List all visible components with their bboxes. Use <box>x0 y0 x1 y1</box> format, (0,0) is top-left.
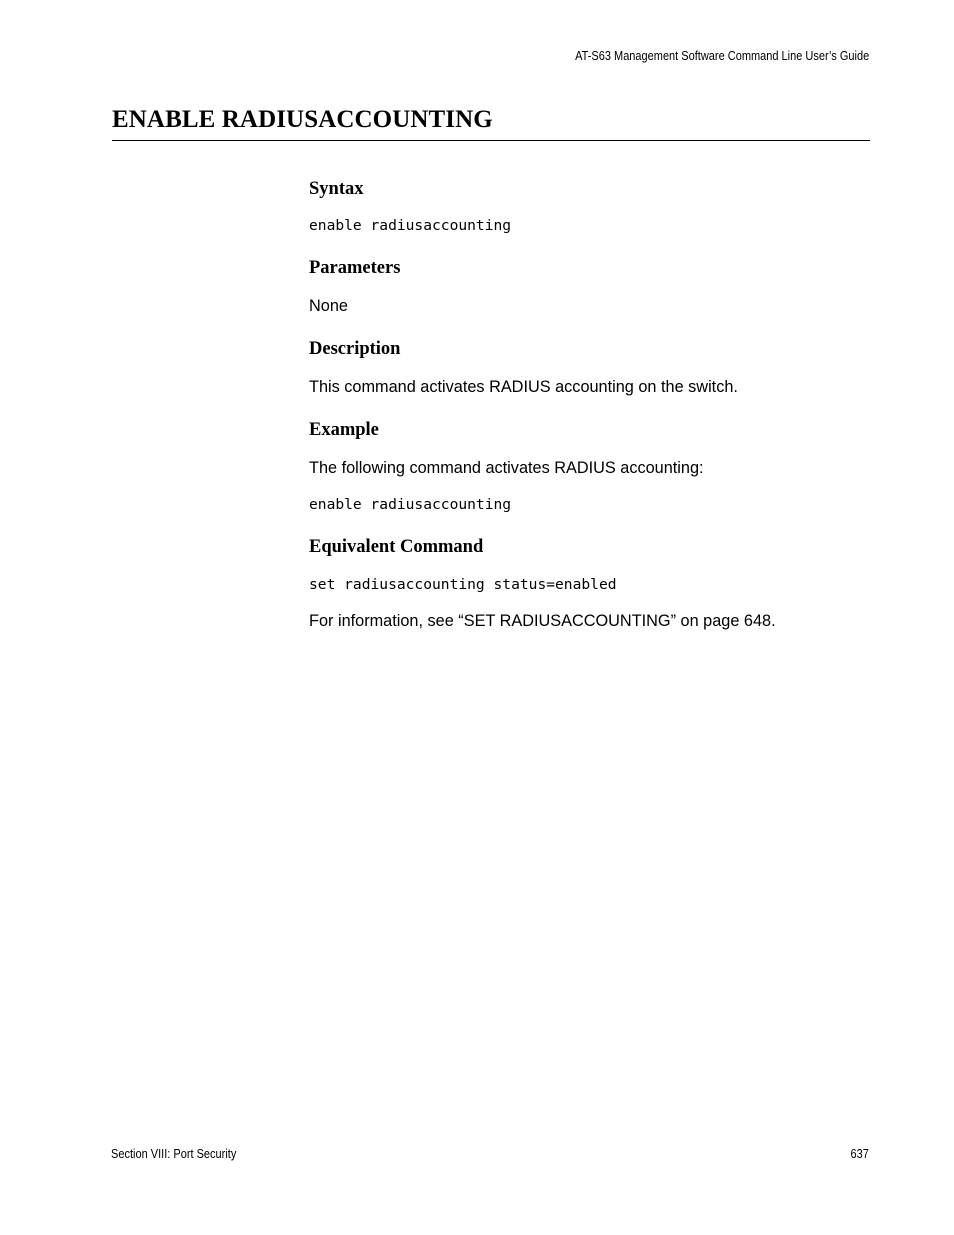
example-code: enable radiusaccounting <box>309 496 512 513</box>
description-heading: Description <box>309 339 401 359</box>
parameters-heading: Parameters <box>309 258 401 278</box>
parameters-text: None <box>309 297 348 315</box>
page-number: 637 <box>850 1147 869 1161</box>
equivalent-command-heading: Equivalent Command <box>309 537 484 557</box>
cross-reference-text: For information, see “SET RADIUSACCOUNTING” on page 648. <box>309 612 776 630</box>
equivalent-command-code: set radiusaccounting status=enabled <box>309 576 617 593</box>
running-header: AT-S63 Management Software Command Line User’s Guide <box>574 49 869 63</box>
title-rule <box>112 140 870 141</box>
example-text: The following command activates RADIUS accounting: <box>309 459 704 477</box>
syntax-code: enable radiusaccounting <box>309 217 512 234</box>
footer-section-label: Section VIII: Port Security <box>111 1147 237 1161</box>
syntax-heading: Syntax <box>309 179 364 199</box>
example-heading: Example <box>309 420 379 440</box>
page-title: ENABLE RADIUSACCOUNTING <box>112 106 493 133</box>
description-text: This command activates RADIUS accounting on the switch. <box>309 378 738 396</box>
